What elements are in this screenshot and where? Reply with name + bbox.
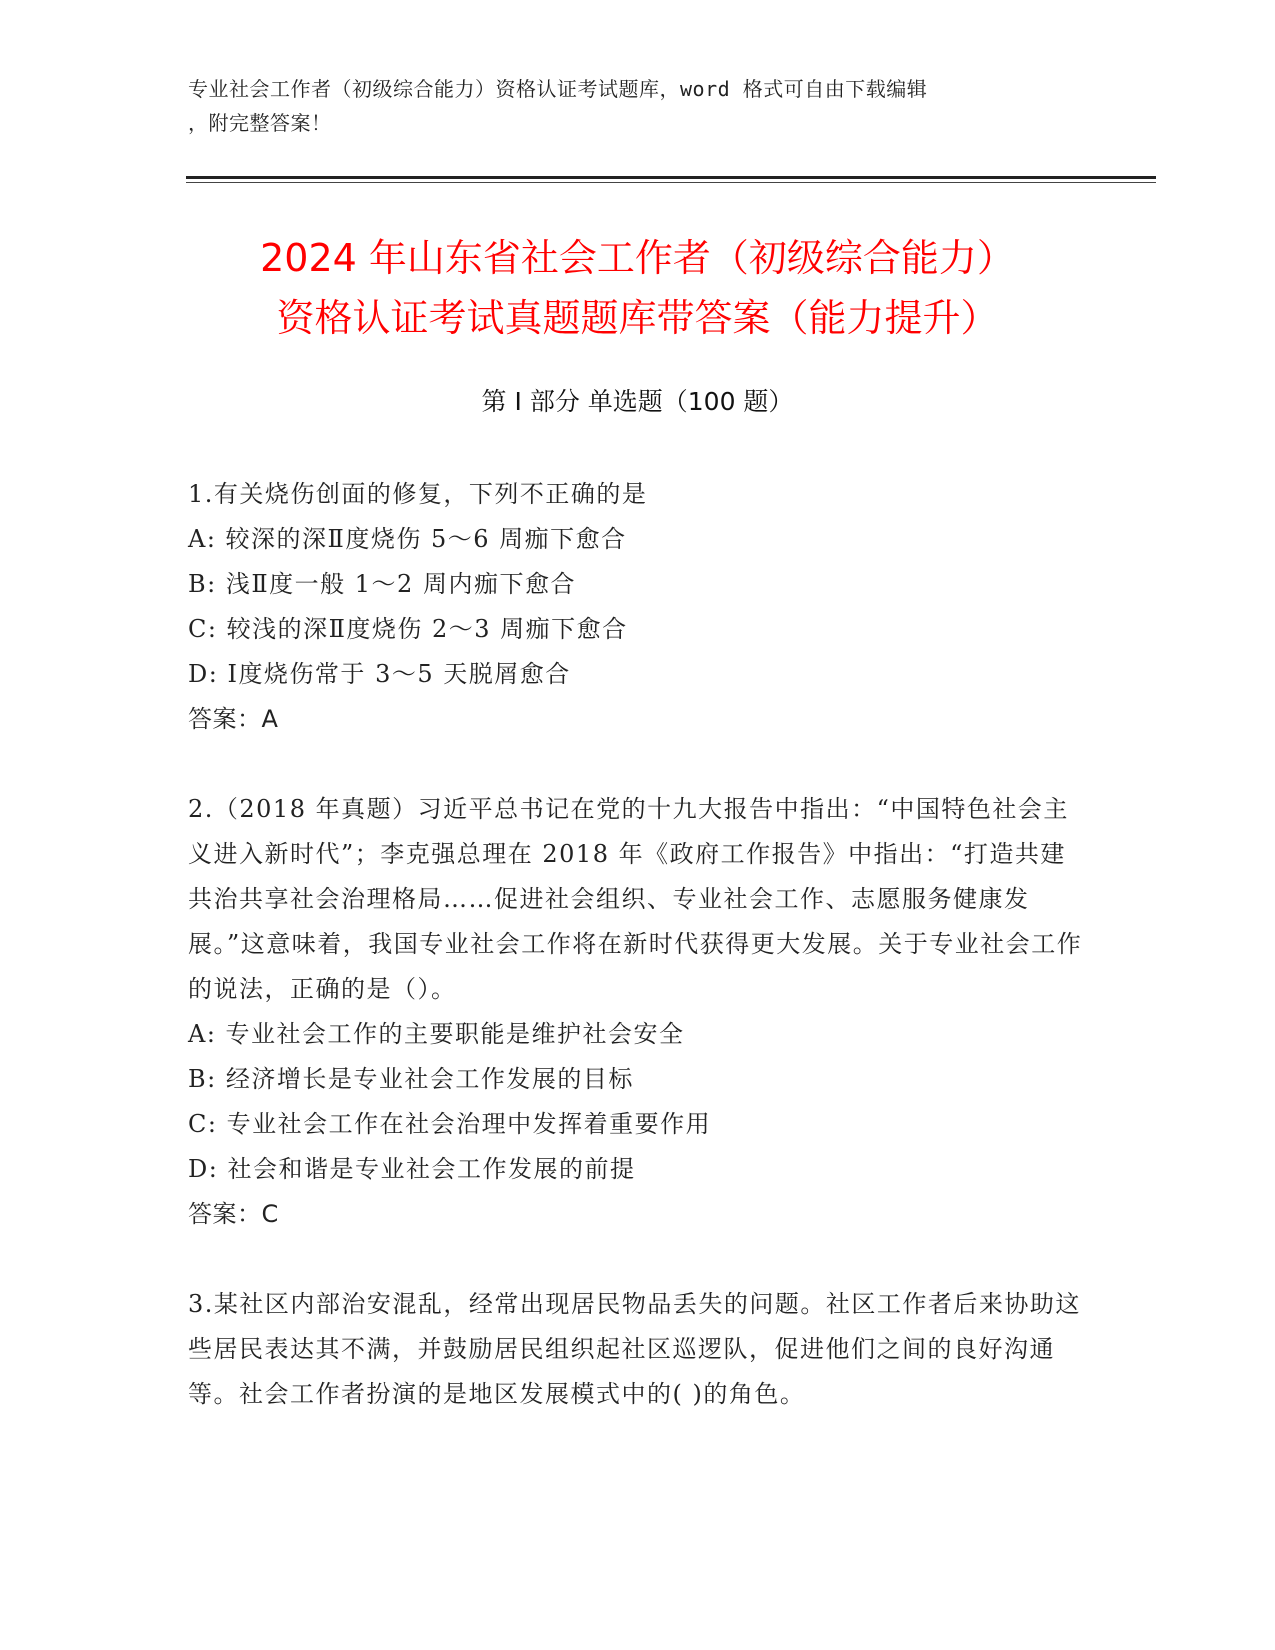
answer-label: 答案：A (188, 705, 279, 733)
option-c: C: 专业社会工作在社会治理中发挥着重要作用 (188, 1110, 712, 1138)
answer-label: 答案：C (188, 1200, 279, 1228)
header-note-line-1: 专业社会工作者（初级综合能力）资格认证考试题库，word 格式可自由下载编辑 (188, 77, 928, 101)
option-d: D: 社会和谐是专业社会工作发展的前提 (188, 1155, 636, 1183)
header-note-line-2: ，附完整答案！ (188, 111, 332, 135)
question-stem: 2.（2018 年真题）习近平总书记在党的十九大报告中指出：“中国特色社会主义进入新时代”；李克强总理在 2018 年《政府工作报告》中指出：“打造共建共治共享社会治理格局……促进社会组织、专业社会工作、志愿服务健康发展。”这意味着，我国专业社会工作将在新时代获得更大发展。关于专业社会工作的说法，正确的是（）。 (188, 795, 1083, 1003)
question-2 (188, 787, 1088, 1237)
option-d: D: Ⅰ度烧伤常于 3～5 天脱屑愈合 (188, 660, 571, 688)
question-1 (188, 472, 1088, 742)
document-title-line-2: 资格认证考试真题题库带答案（能力提升） (276, 296, 999, 340)
header-divider-thick (186, 176, 1156, 179)
option-a: A: 专业社会工作的主要职能是维护社会安全 (188, 1020, 685, 1048)
question-3 (188, 1282, 1088, 1417)
question-list (188, 472, 1088, 1462)
document-title (150, 228, 1125, 348)
option-c: C: 较浅的深Ⅱ度烧伤 2～3 周痂下愈合 (188, 615, 628, 643)
question-stem: 1.有关烧伤创面的修复，下列不正确的是 (188, 480, 648, 508)
document-title-line-1: 2024 年山东省社会工作者（初级综合能力） (260, 236, 1015, 280)
question-stem: 3.某社区内部治安混乱，经常出现居民物品丢失的问题。社区工作者后来协助这些居民表达其不满，并鼓励居民组织起社区巡逻队，促进他们之间的良好沟通等。社会工作者扮演的是地区发展模式中的( )的角色。 (188, 1290, 1081, 1408)
section-heading: 第 I 部分 单选题（100 题） (481, 387, 794, 416)
header-divider-thin (186, 182, 1156, 183)
header-note (188, 72, 1078, 140)
option-a: A: 较深的深Ⅱ度烧伤 5～6 周痂下愈合 (188, 525, 627, 553)
option-b: B: 浅Ⅱ度一般 1～2 周内痂下愈合 (188, 570, 576, 598)
option-b: B: 经济增长是专业社会工作发展的目标 (188, 1065, 634, 1093)
